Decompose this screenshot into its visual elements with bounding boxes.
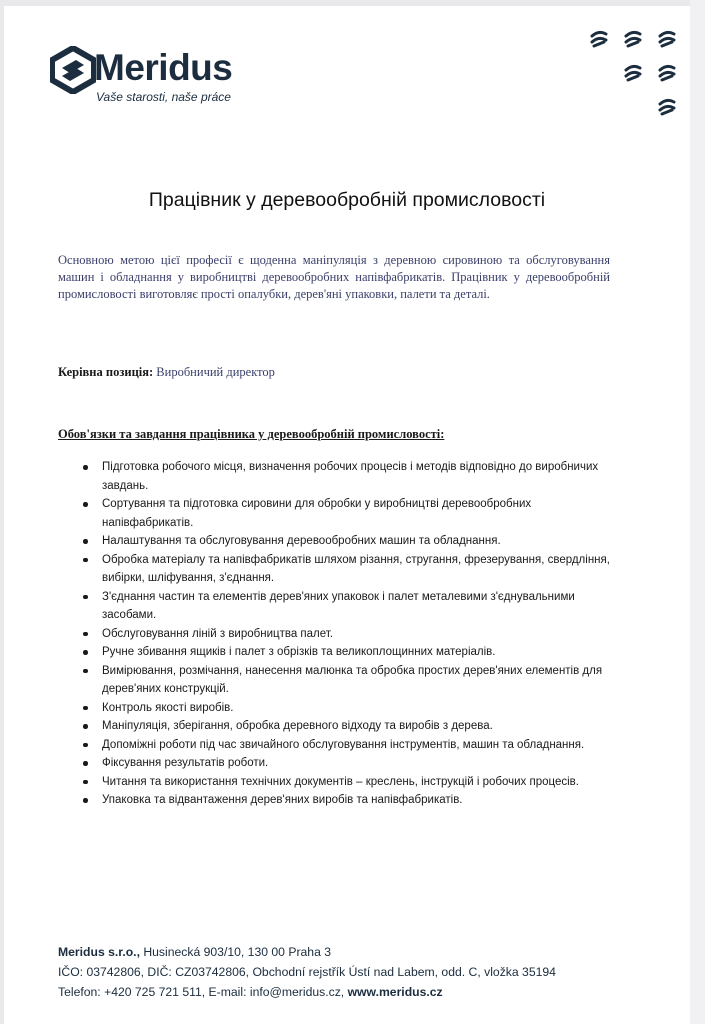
meridus-mark-icon — [656, 96, 678, 118]
list-item: Обслуговування ліній з виробництва палет. — [80, 625, 610, 644]
footer-address-line — [58, 942, 658, 962]
footer-company: Meridus s.r.o., — [58, 945, 140, 959]
list-item: Вимірювання, розмічання, нанесення малюнка та обробка простих дерев'яних елементів для дерев'яних конструкцій. — [80, 662, 610, 699]
list-item: Обробка матеріалу та напівфабрикатів шляхом різання, стругання, фрезерування, свердління, вибірки, шліфування, з'єднання. — [80, 551, 610, 588]
position-value: Виробничий директор — [156, 365, 275, 379]
list-item: Підготовка робочого місця, визначення робочих процесів і методів відповідно до виробничих завдань. — [80, 458, 610, 495]
decorative-marks — [584, 28, 684, 128]
logo-tagline: Vaše starosti, naše práce — [96, 90, 231, 104]
list-item: Читання та використання технічних документів – креслень, інструкцій і робочих процесів. — [80, 773, 610, 792]
duties-list — [80, 458, 610, 810]
list-item: Налаштування та обслуговування деревообробних машин та обладнання. — [80, 532, 610, 551]
list-item: Фіксування результатів роботи. — [80, 754, 610, 773]
position-label: Керівна позиція: — [58, 365, 154, 379]
company-footer — [58, 942, 658, 1002]
meridus-mark-icon — [622, 28, 644, 50]
document-title: Працівник у деревообробній промисловості — [148, 189, 546, 211]
meridus-mark-icon — [588, 28, 610, 50]
document-page — [4, 6, 690, 1024]
logo-wordmark: Meridus — [94, 47, 233, 88]
list-item: З'єднання частин та елементів дерев'яних упаковок і палет металевими з'єднувальними засобами. — [80, 588, 610, 625]
meridus-logo-icon — [50, 46, 96, 94]
duties-heading: Обов'язки та завдання працівника у деревообробній промисловості: — [58, 427, 445, 441]
list-item: Маніпуляція, зберігання, обробка деревного відходу та виробів з дерева. — [80, 717, 610, 736]
meridus-mark-icon — [656, 28, 678, 50]
company-logo — [50, 44, 290, 114]
viewer-background — [690, 0, 705, 1024]
list-item: Сортування та підготовка сировини для обробки у виробництві деревообробних напівфабрикатів. — [80, 495, 610, 532]
list-item: Контроль якості виробів. — [80, 699, 610, 718]
meridus-mark-icon — [656, 62, 678, 84]
footer-website-link[interactable]: www.meridus.cz — [347, 985, 443, 999]
footer-contact-line — [58, 982, 658, 1002]
list-item: Ручне збивання ящиків і палет з обрізків та великоплощинних матеріалів. — [80, 643, 610, 662]
footer-registry: IČO: 03742806, DIČ: CZ03742806, Obchodní rejstřík Ústí nad Labem, odd. C, vložka 35194 — [58, 965, 556, 979]
list-item: Упаковка та відвантаження дерев'яних виробів та напівфабрикатів. — [80, 791, 610, 810]
intro-paragraph: Основною метою цієї професії є щоденна маніпуляція з деревною сировиною та обслуговування машин і обладнання у виробництві деревообробних напівфабрикатів. Працівник у деревообробній промисловості виготовляє прості опалубки, дерев'яні упаковки, палети та деталі. — [58, 253, 610, 301]
list-item: Допоміжні роботи під час звичайного обслуговування інструментів, машин та обладнання. — [80, 736, 610, 755]
footer-address: Husinecká 903/10, 130 00 Praha 3 — [139, 945, 332, 959]
meridus-mark-icon — [622, 62, 644, 84]
leading-position — [58, 365, 275, 380]
footer-contact: Telefon: +420 725 721 511, E-mail: info@meridus.cz, — [58, 985, 348, 999]
